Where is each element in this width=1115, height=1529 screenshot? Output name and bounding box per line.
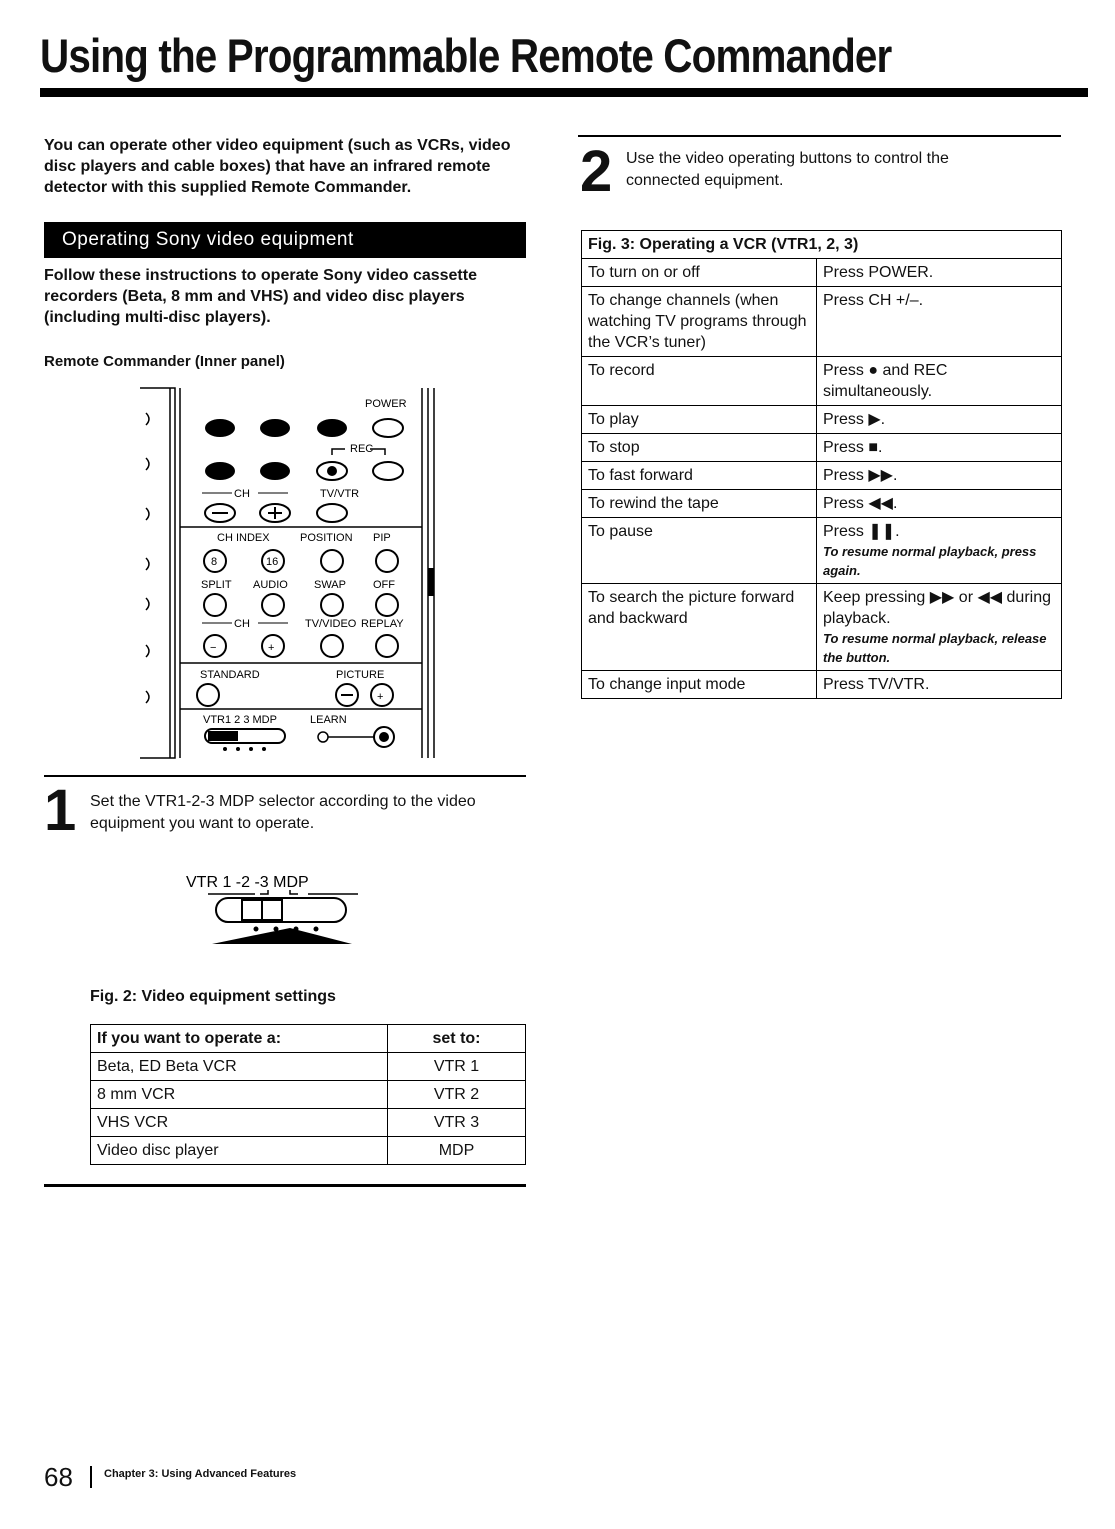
table-row <box>582 462 1062 490</box>
table-row <box>582 434 1062 462</box>
page-number: 68 <box>44 1462 73 1492</box>
fig3-press <box>817 462 1062 490</box>
table-row <box>582 584 1062 671</box>
fig3-press <box>817 671 1062 699</box>
fig3-press-text: Press ◀◀. <box>823 495 898 512</box>
ch2-label: CH <box>234 618 250 630</box>
selector-small-label: VTR1 2 3 MDP <box>203 714 277 726</box>
fig3-press-text: Press ❚❚. <box>823 523 900 540</box>
fig3-caption-row <box>582 231 1062 259</box>
fig3-press <box>817 287 1062 357</box>
fig3-press-text: Press ▶. <box>823 411 886 428</box>
replay-label: REPLAY <box>361 618 404 630</box>
picture-plus-label: + <box>377 691 384 703</box>
fig3-action: To rewind the tape <box>582 490 817 518</box>
fig3-action: To fast forward <box>582 462 817 490</box>
fig3-press-text: Press ■. <box>823 439 883 456</box>
section-banner: Operating Sony video equipment <box>44 222 526 258</box>
table-row <box>582 357 1062 406</box>
fig3-action: To stop <box>582 434 817 462</box>
table-row <box>582 518 1062 584</box>
fig3-press-text: Press CH +/–. <box>823 292 924 309</box>
fig3-press-text: Press TV/VTR. <box>823 676 930 693</box>
fig2-cell: Video disc player <box>91 1137 388 1165</box>
swap-label: SWAP <box>314 579 346 591</box>
table-row <box>582 259 1062 287</box>
footer-divider <box>90 1466 92 1488</box>
off-label: OFF <box>373 579 395 591</box>
fig2-cell: VTR 2 <box>388 1081 526 1109</box>
step2-number: 2 <box>580 139 613 204</box>
fig2-table <box>90 1024 526 1165</box>
fig2-caption: Fig. 2: Video equipment settings <box>90 988 336 1005</box>
tvvideo-label: TV/VIDEO <box>305 618 357 630</box>
fig3-action: To turn on or off <box>582 259 817 287</box>
fig3-press <box>817 434 1062 462</box>
fig3-press <box>817 406 1062 434</box>
pip-label: PIP <box>373 532 391 544</box>
fig3-press <box>817 259 1062 287</box>
table-header-row <box>91 1025 526 1053</box>
plus-label: + <box>268 642 275 654</box>
picture-label: PICTURE <box>336 669 385 681</box>
step1-text: Set the VTR1-2-3 MDP selector according to the video equipment you want to operate. <box>90 793 476 832</box>
page-title: Using the Programmable Remote Commander <box>40 29 892 82</box>
fig2-cell: Beta, ED Beta VCR <box>91 1053 388 1081</box>
fig3-press-text: Keep pressing ▶▶ or ◀◀ during playback. <box>823 589 1051 627</box>
table-row <box>582 406 1062 434</box>
fig3-action: To record <box>582 357 817 406</box>
step1-rule <box>44 775 526 777</box>
fig3-caption: Fig. 3: Operating a VCR (VTR1, 2, 3) <box>582 231 1062 259</box>
fig2-cell: 8 mm VCR <box>91 1081 388 1109</box>
table-row <box>582 490 1062 518</box>
minus-label: − <box>210 642 217 654</box>
fig2-header-setting: set to: <box>388 1025 526 1053</box>
ch-label: CH <box>234 488 250 500</box>
instructions-paragraph: Follow these instructions to operate Sony video cassette recorders (Beta, 8 mm and VHS) and video disc players (including multi-disc players). <box>44 267 477 326</box>
fig2-cell: VTR 1 <box>388 1053 526 1081</box>
step1-number: 1 <box>44 778 77 843</box>
tvvtr-label: TV/VTR <box>320 488 360 500</box>
table-row <box>91 1137 526 1165</box>
fig3-press <box>817 518 1062 584</box>
fig3-note: To resume normal playback, release the button. <box>823 631 1047 665</box>
button-16-label: 16 <box>266 556 279 568</box>
table-row <box>91 1081 526 1109</box>
fig3-action: To pause <box>582 518 817 584</box>
table-row <box>582 671 1062 699</box>
audio-label: AUDIO <box>253 579 288 591</box>
fig3-action: To change channels (when watching TV programs through the VCR’s tuner) <box>582 287 817 357</box>
footer-chapter: Chapter 3: Using Advanced Features <box>104 1468 297 1480</box>
remote-svg <box>140 383 440 763</box>
standard-label: STANDARD <box>200 669 260 681</box>
table-row <box>582 287 1062 357</box>
fig3-action: To play <box>582 406 817 434</box>
fig3-note: To resume normal playback, press again. <box>823 544 1037 578</box>
fig3-press <box>817 357 1062 406</box>
remote-commander-illustration <box>140 383 440 763</box>
section-end-rule <box>44 1184 526 1187</box>
step2-rule <box>578 135 1061 137</box>
table-row <box>91 1053 526 1081</box>
fig3-press <box>817 490 1062 518</box>
fig3-table <box>581 230 1062 699</box>
step2-text: Use the video operating buttons to control the connected equipment. <box>626 150 949 189</box>
learn-label: LEARN <box>310 714 347 726</box>
remote-label: Remote Commander (Inner panel) <box>44 353 285 370</box>
selector-illustration <box>180 870 380 960</box>
fig3-press-text: Press ▶▶. <box>823 467 898 484</box>
position-label: POSITION <box>300 532 353 544</box>
split-label: SPLIT <box>201 579 232 591</box>
fig2-cell: MDP <box>388 1137 526 1165</box>
fig3-action: To change input mode <box>582 671 817 699</box>
fig3-press-text: Press ● and REC simultaneously. <box>823 362 948 400</box>
selector-label: VTR 1 -2 -3 MDP <box>186 874 309 891</box>
fig2-header-equipment: If you want to operate a: <box>91 1025 388 1053</box>
title-rule <box>40 88 1088 97</box>
power-label: POWER <box>365 398 407 410</box>
fig2-cell: VHS VCR <box>91 1109 388 1137</box>
fig3-action: To search the picture forward and backward <box>582 584 817 671</box>
button-8-label: 8 <box>211 556 218 568</box>
intro-paragraph: You can operate other video equipment (such as VCRs, video disc players and cable boxes) that have an infrared remote detector with this supplied Remote Commander. <box>44 137 511 196</box>
fig3-press-text: Press POWER. <box>823 264 934 281</box>
chindex-label: CH INDEX <box>217 532 270 544</box>
table-row <box>91 1109 526 1137</box>
fig2-cell: VTR 3 <box>388 1109 526 1137</box>
rec-label: REC <box>350 443 374 455</box>
fig3-press <box>817 584 1062 671</box>
